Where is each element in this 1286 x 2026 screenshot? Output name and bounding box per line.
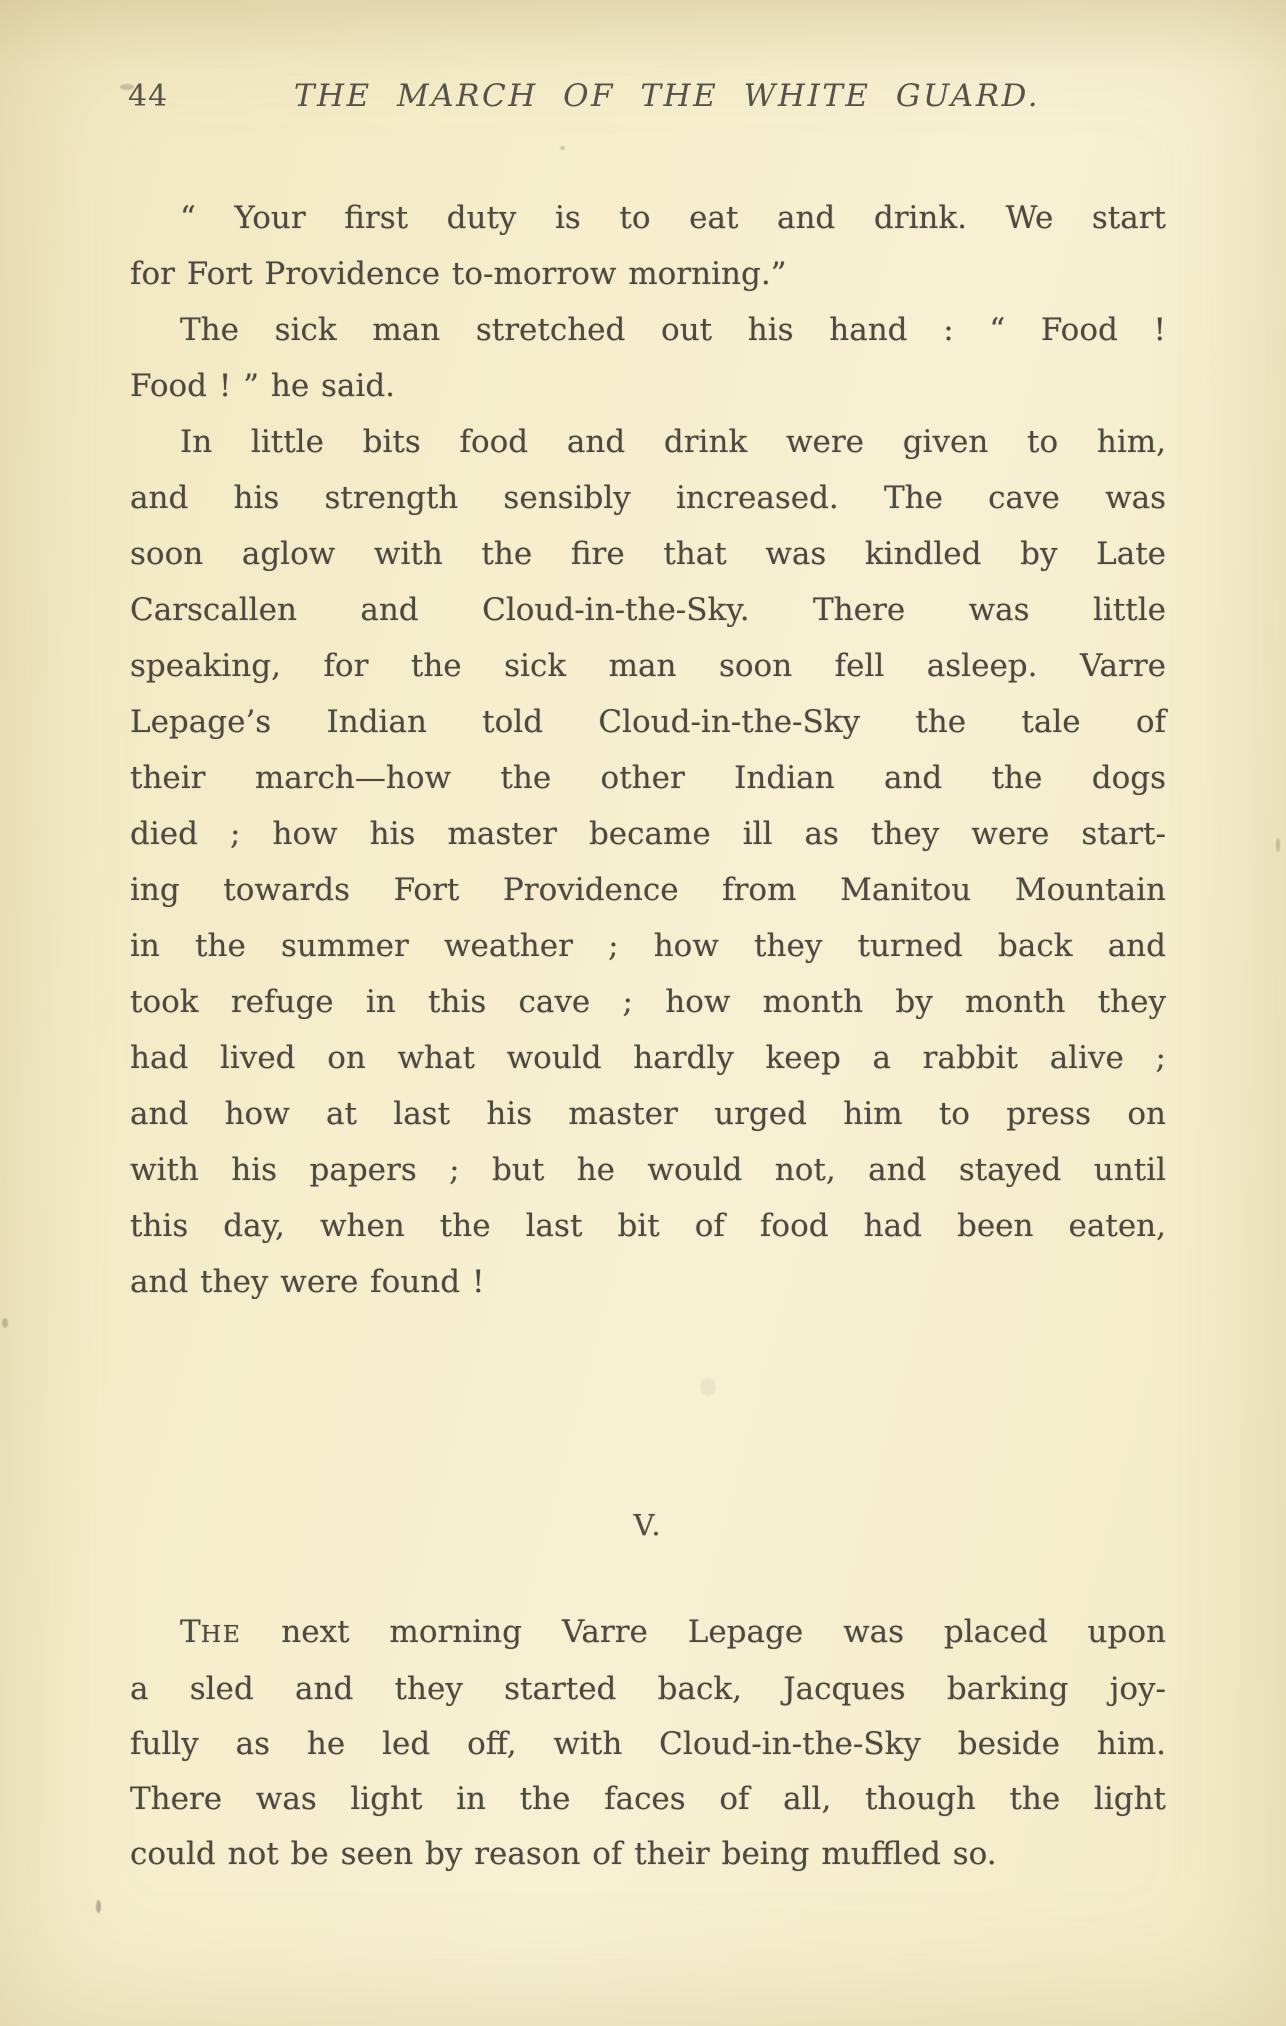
paragraph <box>130 1605 1166 1882</box>
text-line: “ Your first duty is to eat and drink. We start <box>180 200 1166 236</box>
text-block-bottom <box>130 1605 1166 1882</box>
text-line: There was light in the faces of all, though the light <box>130 1781 1166 1817</box>
text-line: this day, when the last bit of food had been eaten, <box>130 1208 1166 1244</box>
text-line: had lived on what would hardly keep a rabbit alive ; <box>130 1040 1166 1076</box>
text-line: The sick man stretched out his hand : “ Food ! <box>180 312 1166 348</box>
paper-speck <box>96 1900 101 1913</box>
text-line: and how at last his master urged him to press on <box>130 1096 1166 1132</box>
text-line: In little bits food and drink were given to him, <box>180 424 1166 460</box>
text-line: Lepage’s Indian told Cloud-in-the-Sky the tale of <box>130 704 1166 740</box>
small-caps-lead: HE <box>200 1620 242 1648</box>
text-line: Food ! ” he said. <box>130 368 396 404</box>
text-line: THE next morning Varre Lepage was placed upon <box>180 1614 1166 1650</box>
running-title: THE MARCH OF THE WHITE GUARD. <box>293 78 1041 114</box>
text-line: and they were found ! <box>130 1264 485 1300</box>
paragraph <box>130 302 1166 414</box>
running-head <box>128 78 1166 114</box>
text-line: and his strength sensibly increased. The cave was <box>130 480 1166 516</box>
text-line: died ; how his master became ill as they were start- <box>130 816 1166 852</box>
text-line: fully as he led off, with Cloud-in-the-Sky beside him. <box>130 1726 1166 1762</box>
paper-speck <box>2 1318 8 1328</box>
text-line: could not be seen by reason of their being muffled so. <box>130 1836 997 1872</box>
text-line: soon aglow with the fire that was kindled by Late <box>130 536 1166 572</box>
text-line: took refuge in this cave ; how month by month they <box>130 984 1166 1020</box>
text-line: a sled and they started back, Jacques barking joy- <box>130 1671 1166 1707</box>
text-line: with his papers ; but he would not, and stayed until <box>130 1152 1166 1188</box>
text-line: ing towards Fort Providence from Manitou Mountain <box>130 872 1166 908</box>
text-block-top <box>130 190 1166 1310</box>
paper-speck <box>1276 838 1280 852</box>
paragraph <box>130 414 1166 1310</box>
text-line: their march—how the other Indian and the dogs <box>130 760 1166 796</box>
chapter-heading: V. <box>633 1508 663 1542</box>
text-line: for Fort Providence to-morrow morning.” <box>130 256 787 292</box>
paper-speck <box>700 1378 716 1396</box>
page-number: 44 <box>128 79 169 114</box>
paper-speck <box>560 146 565 150</box>
text-line: in the summer weather ; how they turned back and <box>130 928 1166 964</box>
text-line: speaking, for the sick man soon fell asleep. Varre <box>130 648 1166 684</box>
paragraph <box>130 190 1166 302</box>
text-line: Carscallen and Cloud-in-the-Sky. There was little <box>130 592 1166 628</box>
